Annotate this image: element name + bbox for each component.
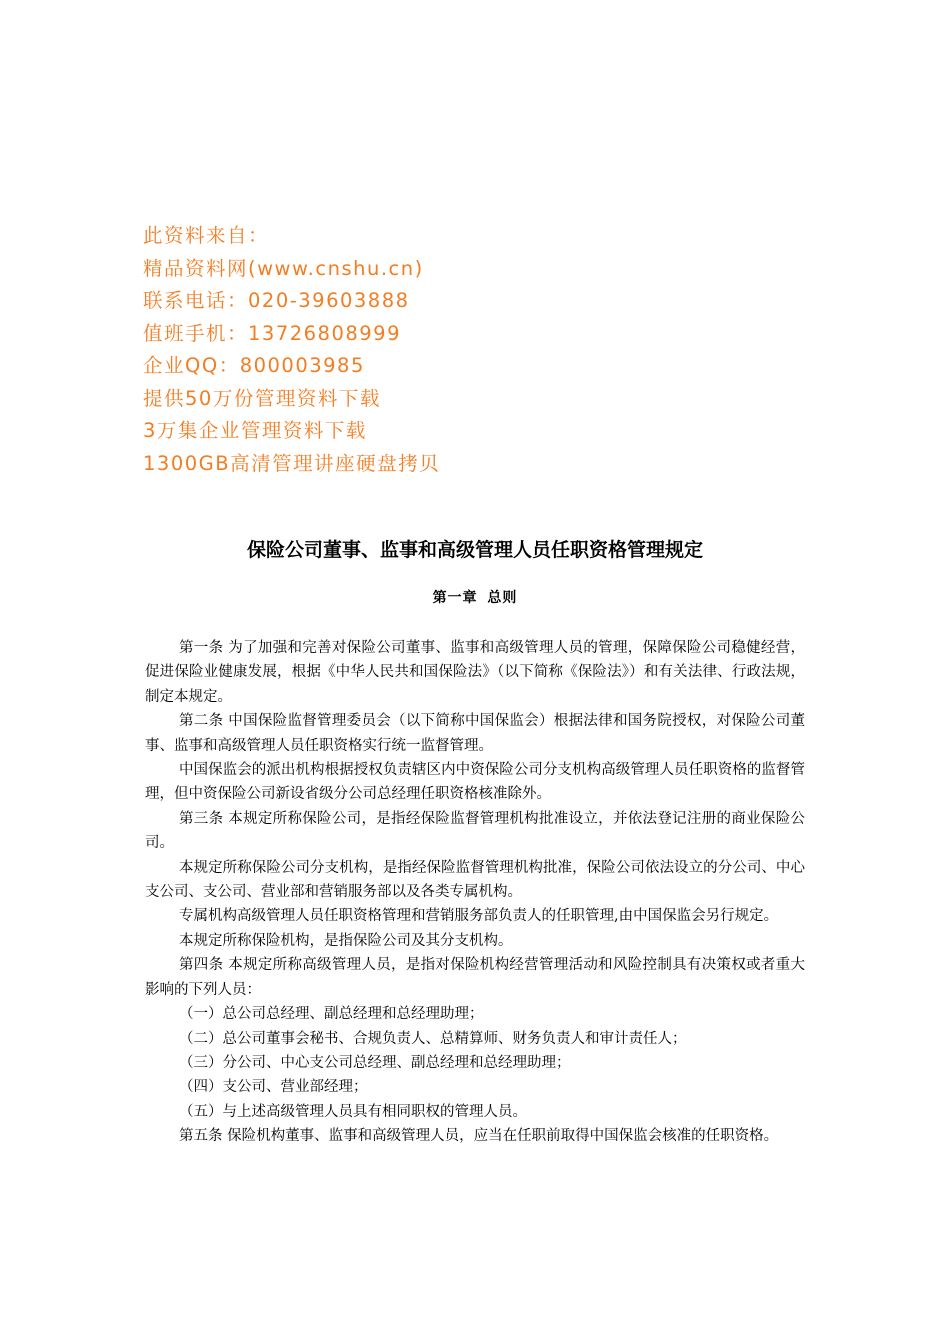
qq-line: 企业QQ：800003985 — [143, 354, 365, 377]
article-3-paragraph-3: 专属机构高级管理人员任职资格管理和营销服务部负责人的任职管理,由中国保监会另行规定。 — [179, 908, 779, 925]
article-3-paragraph-4: 本规定所称保险机构，是指保险公司及其分支机构。 — [179, 932, 513, 949]
source-info-block — [143, 220, 663, 480]
offer-line-3: 1300GB高清管理讲座硬盘拷贝 — [143, 451, 441, 475]
offer-line-2: 3万集企业管理资料下载 — [143, 419, 367, 442]
list-item-4: （四）支公司、营业部经理； — [179, 1079, 368, 1096]
article-4: 第四条 本规定所称高级管理人员，是指对保险机构经营管理活动和风险控制具有决策权或者重大影响的下列人员： — [145, 957, 805, 998]
document-body — [145, 636, 805, 1149]
list-item-2: （二）总公司董事会秘书、合规负责人、总精算师、财务负责人和审计责任人； — [179, 1030, 687, 1047]
article-3-paragraph-2: 本规定所称保险公司分支机构，是指经保险监督管理机构批准，保险公司依法设立的分公司、中心支公司、支公司、营业部和营销服务部以及各类专属机构。 — [145, 859, 805, 901]
article-5: 第五条 保险机构董事、监事和高级管理人员，应当在任职前取得中国保监会核准的任职资格。 — [179, 1128, 779, 1145]
list-item-1: （一）总公司总经理、副总经理和总经理助理； — [179, 1006, 484, 1023]
document-title: 保险公司董事、监事和高级管理人员任职资格管理规定 — [246, 539, 703, 561]
list-item-3: （三）分公司、中心支公司总经理、副总经理和总经理助理； — [179, 1054, 571, 1071]
source-line: 此资料来自： — [143, 224, 270, 247]
article-2-paragraph-2: 中国保监会的派出机构根据授权负责辖区内中资保险公司分支机构高级管理人员任职资格的监督管理，但中资保险公司新设省级分公司总经理任职资格核准除外。 — [145, 762, 805, 803]
phone-line: 联系电话：020-39603888 — [143, 289, 410, 312]
article-3: 第三条 本规定所称保险公司，是指经保险监督管理机构批准设立，并依法登记注册的商业保险公司。 — [145, 810, 805, 852]
list-item-5: （五）与上述高级管理人员具有相同职权的管理人员。 — [179, 1103, 527, 1120]
website-line: 精品资料网(www.cnshu.cn) — [143, 256, 424, 280]
article-1: 第一条 为了加强和完善对保险公司董事、监事和高级管理人员的管理，保障保险公司稳健经营，促进保险业健康发展，根据《中华人民共和国保险法》（以下简称《保险法》）和有关法律、行政法规，制定本规定。 — [145, 640, 805, 705]
mobile-line: 值班手机：13726808999 — [143, 321, 401, 345]
chapter-heading: 第一章 总则 — [432, 590, 518, 606]
article-2: 第二条 中国保险监督管理委员会（以下简称中国保监会）根据法律和国务院授权，对保险公司董事、监事和高级管理人员任职资格实行统一监督管理。 — [145, 713, 805, 754]
offer-line-1: 提供50万份管理资料下载 — [143, 386, 381, 410]
